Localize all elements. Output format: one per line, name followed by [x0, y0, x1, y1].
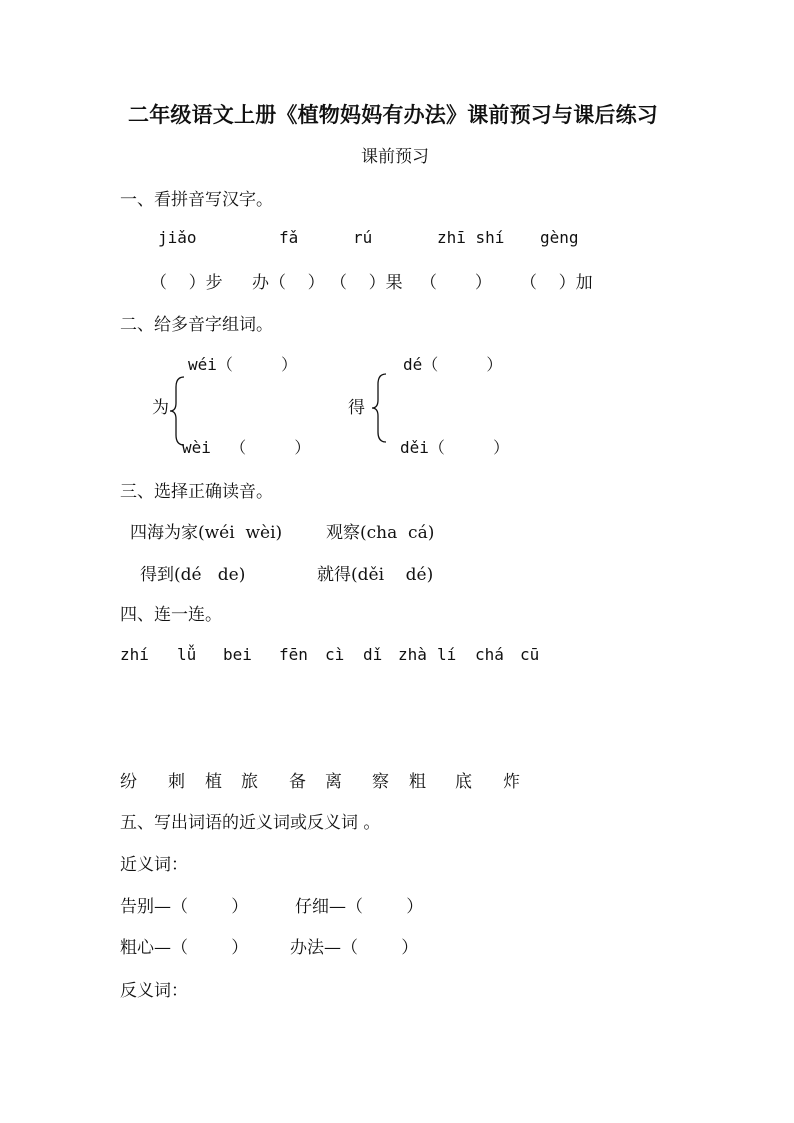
q5-synonym-2[interactable]: 仔细—（ ）	[295, 897, 424, 917]
q4-char-3[interactable]: 植	[205, 772, 222, 792]
q5-synonym-1[interactable]: 告别—（ ）	[120, 897, 249, 917]
q2-wei-top[interactable]: wéi（ ）	[188, 355, 298, 374]
q1-pinyin-4: zhī shí	[437, 228, 505, 247]
q1-blank-2[interactable]: 办（ ）	[252, 273, 325, 293]
section-subtitle: 课前预习	[361, 147, 429, 167]
q2-char-de: 得	[348, 398, 365, 418]
q4-char-2[interactable]: 刺	[168, 772, 185, 792]
q4-pinyin-8[interactable]: lí	[437, 645, 457, 664]
q4-char-10[interactable]: 炸	[503, 772, 520, 792]
q2-char-wei: 为	[152, 398, 169, 418]
q2-wei-bottom[interactable]: wèi （ ）	[182, 438, 311, 457]
q5-synonym-3[interactable]: 粗心—（ ）	[120, 938, 249, 958]
question-4-heading: 四、连一连。	[120, 605, 222, 625]
question-1-heading: 一、看拼音写汉字。	[120, 190, 273, 210]
q4-pinyin-6[interactable]: dǐ	[363, 645, 383, 664]
q3-item-4[interactable]: 就得(děi dé)	[317, 565, 434, 585]
q4-char-7[interactable]: 察	[372, 772, 389, 792]
question-3-heading: 三、选择正确读音。	[120, 482, 273, 502]
q4-pinyin-2[interactable]: lǚ	[177, 645, 197, 664]
question-5-heading: 五、写出词语的近义词或反义词 。	[120, 813, 381, 833]
question-2-heading: 二、给多音字组词。	[120, 315, 273, 335]
q1-blank-1[interactable]: （ ）步	[150, 273, 223, 293]
q4-pinyin-3[interactable]: bei	[223, 645, 252, 664]
q3-item-1[interactable]: 四海为家(wéi wèi)	[130, 523, 283, 543]
q1-blank-5[interactable]: （ ）加	[520, 273, 593, 293]
q4-pinyin-10[interactable]: cū	[520, 645, 540, 664]
q2-dei-bottom[interactable]: děi（ ）	[400, 438, 510, 457]
q1-blank-3[interactable]: （ ）果	[330, 273, 403, 293]
q4-char-8[interactable]: 粗	[409, 772, 426, 792]
q4-char-1[interactable]: 纷	[120, 772, 137, 792]
q4-pinyin-7[interactable]: zhà	[398, 645, 427, 664]
q4-pinyin-1[interactable]: zhí	[120, 645, 149, 664]
q1-pinyin-1: jiǎo	[158, 228, 197, 247]
q4-char-6[interactable]: 离	[325, 772, 342, 792]
q2-de-top[interactable]: dé（ ）	[403, 355, 503, 374]
brace-icon	[370, 372, 390, 444]
q1-blank-4[interactable]: （ ）	[420, 273, 492, 293]
q5-synonym-4[interactable]: 办法—（ ）	[290, 938, 419, 958]
q4-pinyin-4[interactable]: fēn	[279, 645, 308, 664]
q1-pinyin-5: gèng	[540, 228, 579, 247]
q4-char-4[interactable]: 旅	[241, 772, 258, 792]
q1-pinyin-2: fǎ	[279, 228, 299, 247]
q3-item-2[interactable]: 观察(cha cá)	[326, 523, 435, 543]
q4-char-5[interactable]: 备	[289, 772, 306, 792]
antonyms-label: 反义词：	[120, 981, 188, 1001]
page-title: 二年级语文上册《植物妈妈有办法》课前预习与课后练习	[128, 102, 658, 127]
synonyms-label: 近义词：	[120, 855, 188, 875]
q4-pinyin-9[interactable]: chá	[475, 645, 504, 664]
q4-pinyin-5[interactable]: cì	[325, 645, 345, 664]
q4-char-9[interactable]: 底	[455, 772, 472, 792]
q1-pinyin-3: rú	[353, 228, 373, 247]
q3-item-3[interactable]: 得到(dé de)	[140, 565, 246, 585]
